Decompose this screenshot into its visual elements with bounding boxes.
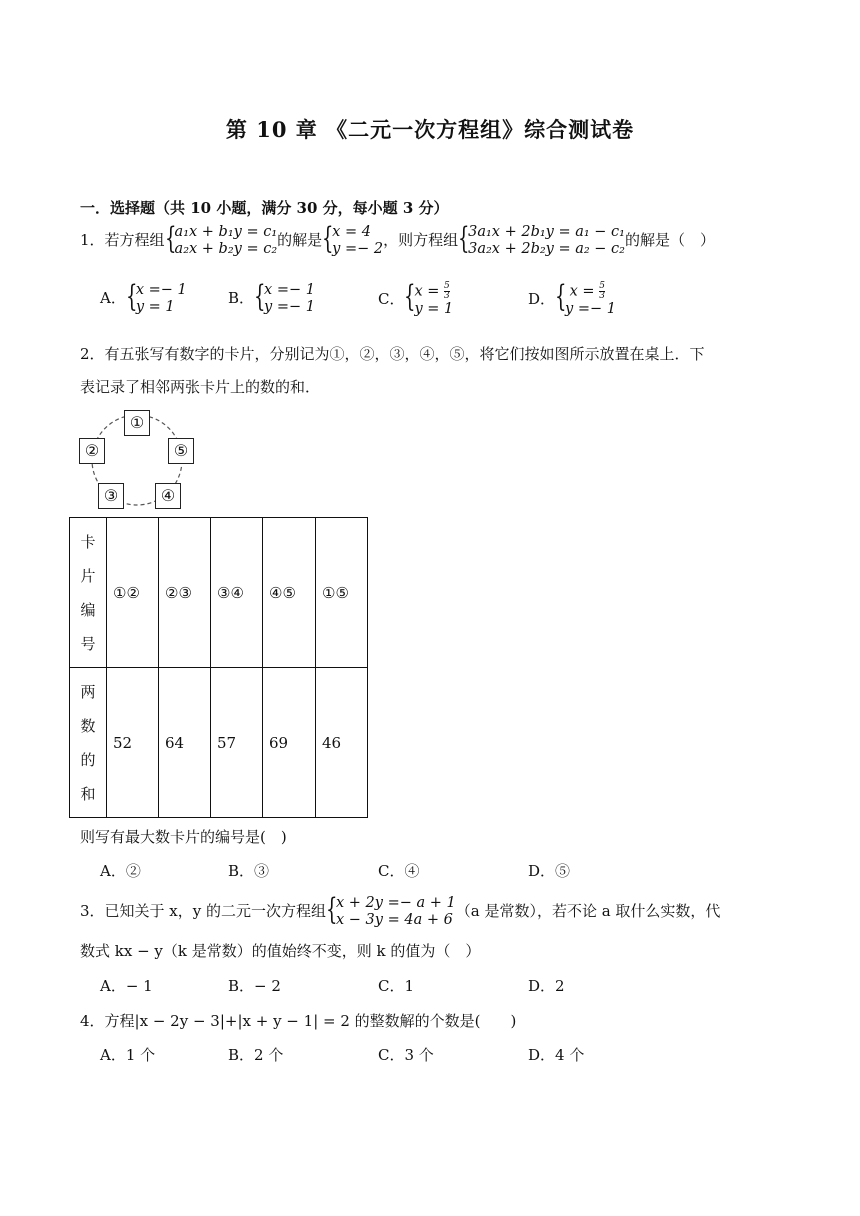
table-cell: ②③ (159, 518, 211, 668)
card-1: ① (124, 410, 150, 436)
q2-option-a[interactable]: A．② (100, 862, 141, 880)
q3-option-a[interactable]: A．− 1 (100, 977, 153, 995)
q3-system: { x + 2y =− a + 1 x − 3y = 4a + 6 (326, 892, 456, 928)
question-1: 1．若方程组 { a₁x + b₁y = c₁ a₂x + b₂y = c₂ 的解是 { x = 4 y =− 2 ，则方程组 { 3a₁x + 2b₁y = a₁ − c₁ 3a₂x + 2b₂y = a₂ − c₂ 的解是（ ） (80, 221, 715, 257)
q1-given-solution: { x = 4 y =− 2 (322, 221, 384, 257)
table-cell: ③④ (211, 518, 263, 668)
q2-option-b[interactable]: B．③ (228, 862, 270, 880)
q1-option-b[interactable]: B． { x =− 1 y =− 1 (228, 279, 315, 315)
q4-option-a[interactable]: A．1 个 (100, 1046, 156, 1064)
q1-option-d[interactable]: D． { x = $\frac{5}{3}$ y =− 1 (528, 279, 616, 317)
sum-label-cell: 两 数 的 和 (70, 668, 107, 818)
card-2: ② (79, 438, 105, 464)
table-cell: 52 (107, 668, 159, 818)
q3-option-c[interactable]: C．1 (378, 977, 415, 995)
table-cell: ①⑤ (316, 518, 368, 668)
table-cell: 46 (316, 668, 368, 818)
question-2-line-1: 2．有五张写有数字的卡片，分别记为①，②，③，④，⑤，将它们按如图所示放置在桌上．下 (80, 345, 705, 363)
table-cell: 69 (263, 668, 316, 818)
header-label-cell: 卡 片 编 号 (70, 518, 107, 668)
q4-option-d[interactable]: D．4 个 (528, 1046, 585, 1064)
card-4: ④ (155, 483, 181, 509)
q2-option-d[interactable]: D．⑤ (528, 862, 571, 880)
q4-option-b[interactable]: B．2 个 (228, 1046, 284, 1064)
q3-option-b[interactable]: B．− 2 (228, 977, 281, 995)
section-heading: 一．选择题（共 10 小题，满分 30 分，每小题 3 分） (80, 199, 449, 217)
table-cell: 57 (211, 668, 263, 818)
table-row (70, 518, 368, 668)
question-2-prompt: 则写有最大数卡片的编号是( ) (80, 828, 287, 846)
table-cell: ④⑤ (263, 518, 316, 668)
q1-option-c[interactable]: C． { x = $\frac{5}{3}$ y = 1 (378, 279, 454, 317)
q1-target-system: { 3a₁x + 2b₁y = a₁ − c₁ 3a₂x + 2b₂y = a₂ − c₂ (458, 221, 625, 257)
question-2-line-2: 表记录了相邻两张卡片上的数的和． (80, 378, 321, 396)
table-cell: ①② (107, 518, 159, 668)
question-3-line-2: 数式 kx − y（k 是常数）的值始终不变，则 k 的值为（ ） (80, 942, 481, 960)
question-3-line-1: 3．已知关于 x，y 的二元一次方程组 { x + 2y =− a + 1 x − 3y = 4a + 6 （a 是常数），若不论 a 取什么实数，代 (80, 892, 721, 928)
table-cell: 64 (159, 668, 211, 818)
q2-option-c[interactable]: C．④ (378, 862, 420, 880)
q1-option-a[interactable]: A． { x =− 1 y = 1 (100, 279, 187, 315)
card-3: ③ (98, 483, 124, 509)
card-sum-table (69, 517, 368, 818)
q4-option-c[interactable]: C．3 个 (378, 1046, 434, 1064)
card-5: ⑤ (168, 438, 194, 464)
table-row (70, 668, 368, 818)
q1-given-system: { a₁x + b₁y = c₁ a₂x + b₂y = c₂ (164, 221, 278, 257)
question-4: 4．方程|x − 2y − 3|+|x + y − 1| = 2 的整数解的个数是( ) (80, 1012, 517, 1030)
page-title: 第 10 章 《二元一次方程组》综合测试卷 (225, 117, 635, 142)
q3-option-d[interactable]: D．2 (528, 977, 565, 995)
